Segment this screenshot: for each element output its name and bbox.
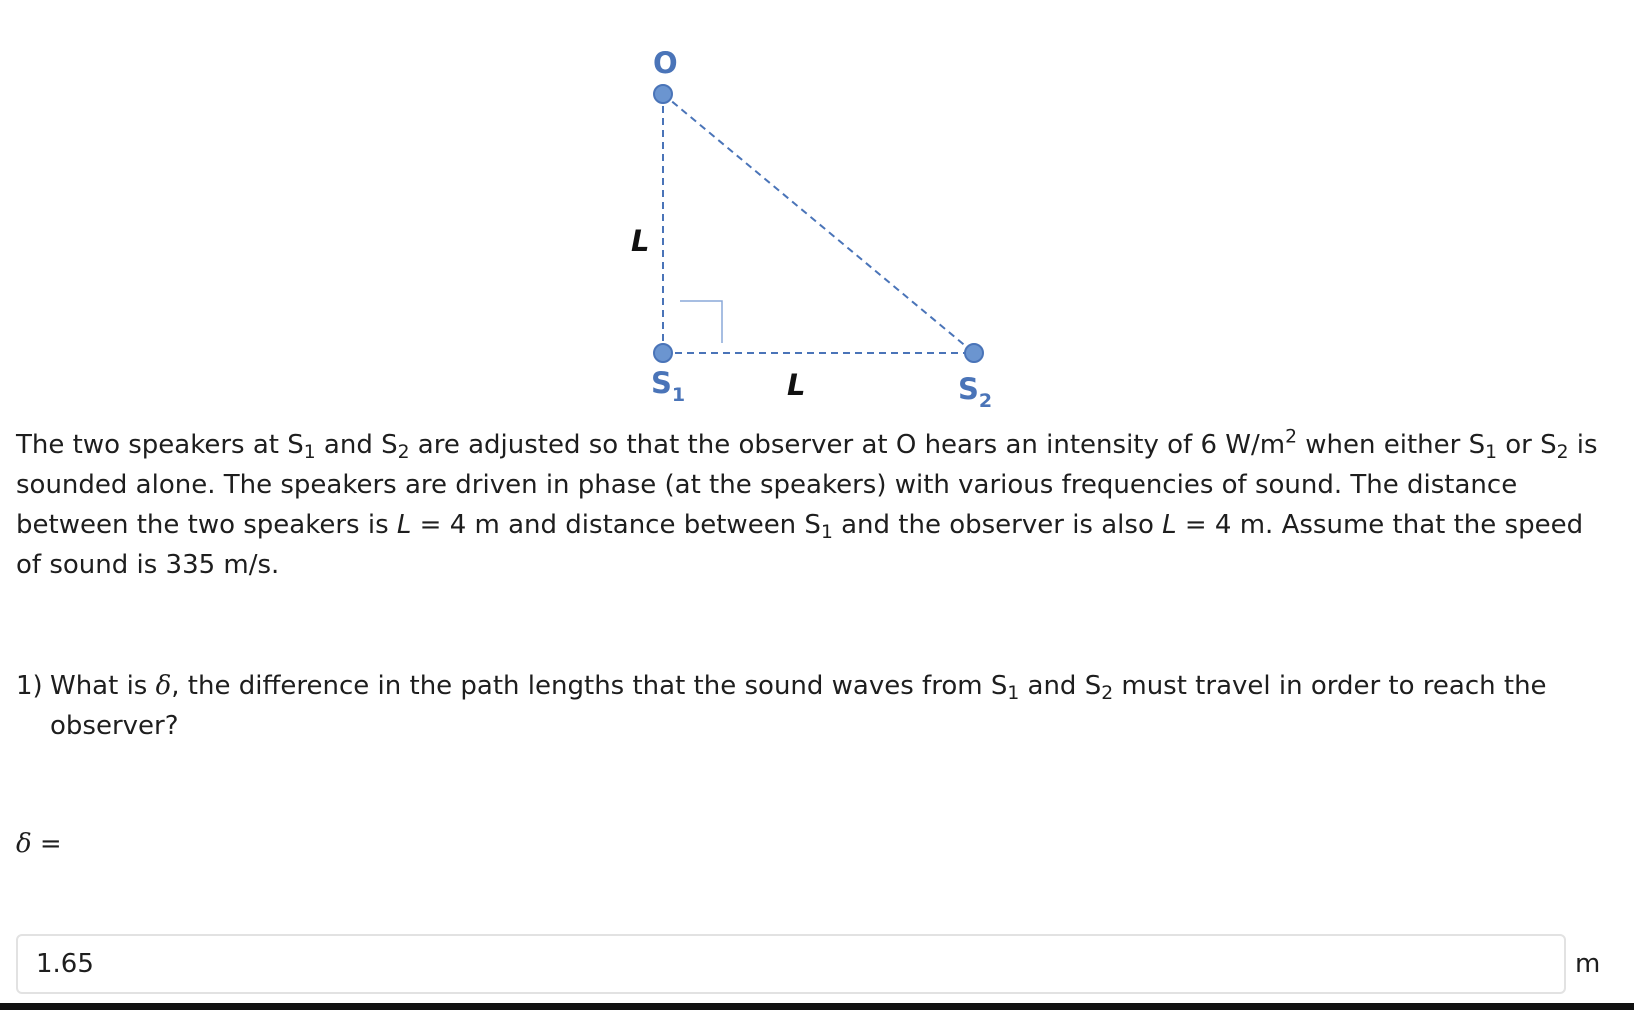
speaker-s2-label: $S_2$ <box>958 372 993 412</box>
bottom-bar <box>0 1003 1634 1010</box>
speaker-s2-subscript: 2 <box>978 390 993 412</box>
vertical-side-label: L <box>631 224 650 258</box>
observer-point <box>654 85 672 103</box>
observer-label: O <box>653 46 678 80</box>
speaker-s1-point <box>654 344 672 362</box>
question-1 <box>16 666 1616 746</box>
question-text: What is δ, the difference in the path lengths that the sound waves from $S_1$ and $S_2$ must travel in order to reach the observer? <box>50 671 1547 741</box>
triangle-diagram <box>0 0 1634 420</box>
problem-statement: The two speakers at $S_1$ and $S_2$ are adjusted so that the observer at O hears an intensity of 6 $W/m^2$ when either $S_1$ or $S_2$ is sounded alone. The speakers are driven in phase (at the speakers) with various frequencies of sound. The distance between the two speakers is L = 4 m and distance between $S_1$ and the observer is also L = 4 m. Assume that the speed of sound is 335 m/s. <box>16 426 1598 580</box>
horizontal-side-label: L <box>787 368 806 402</box>
speaker-s1-subscript: 1 <box>671 384 686 406</box>
speaker-s2-point <box>965 344 983 362</box>
answer-input[interactable] <box>16 934 1566 994</box>
hypotenuse-o-s2 <box>663 94 974 353</box>
speaker-s1-label: $S_1$ <box>651 366 686 406</box>
answer-unit: m <box>1575 949 1601 979</box>
right-angle-marker <box>680 301 722 343</box>
answer-label: δ = <box>16 829 62 859</box>
question-number: 1) <box>16 671 43 701</box>
